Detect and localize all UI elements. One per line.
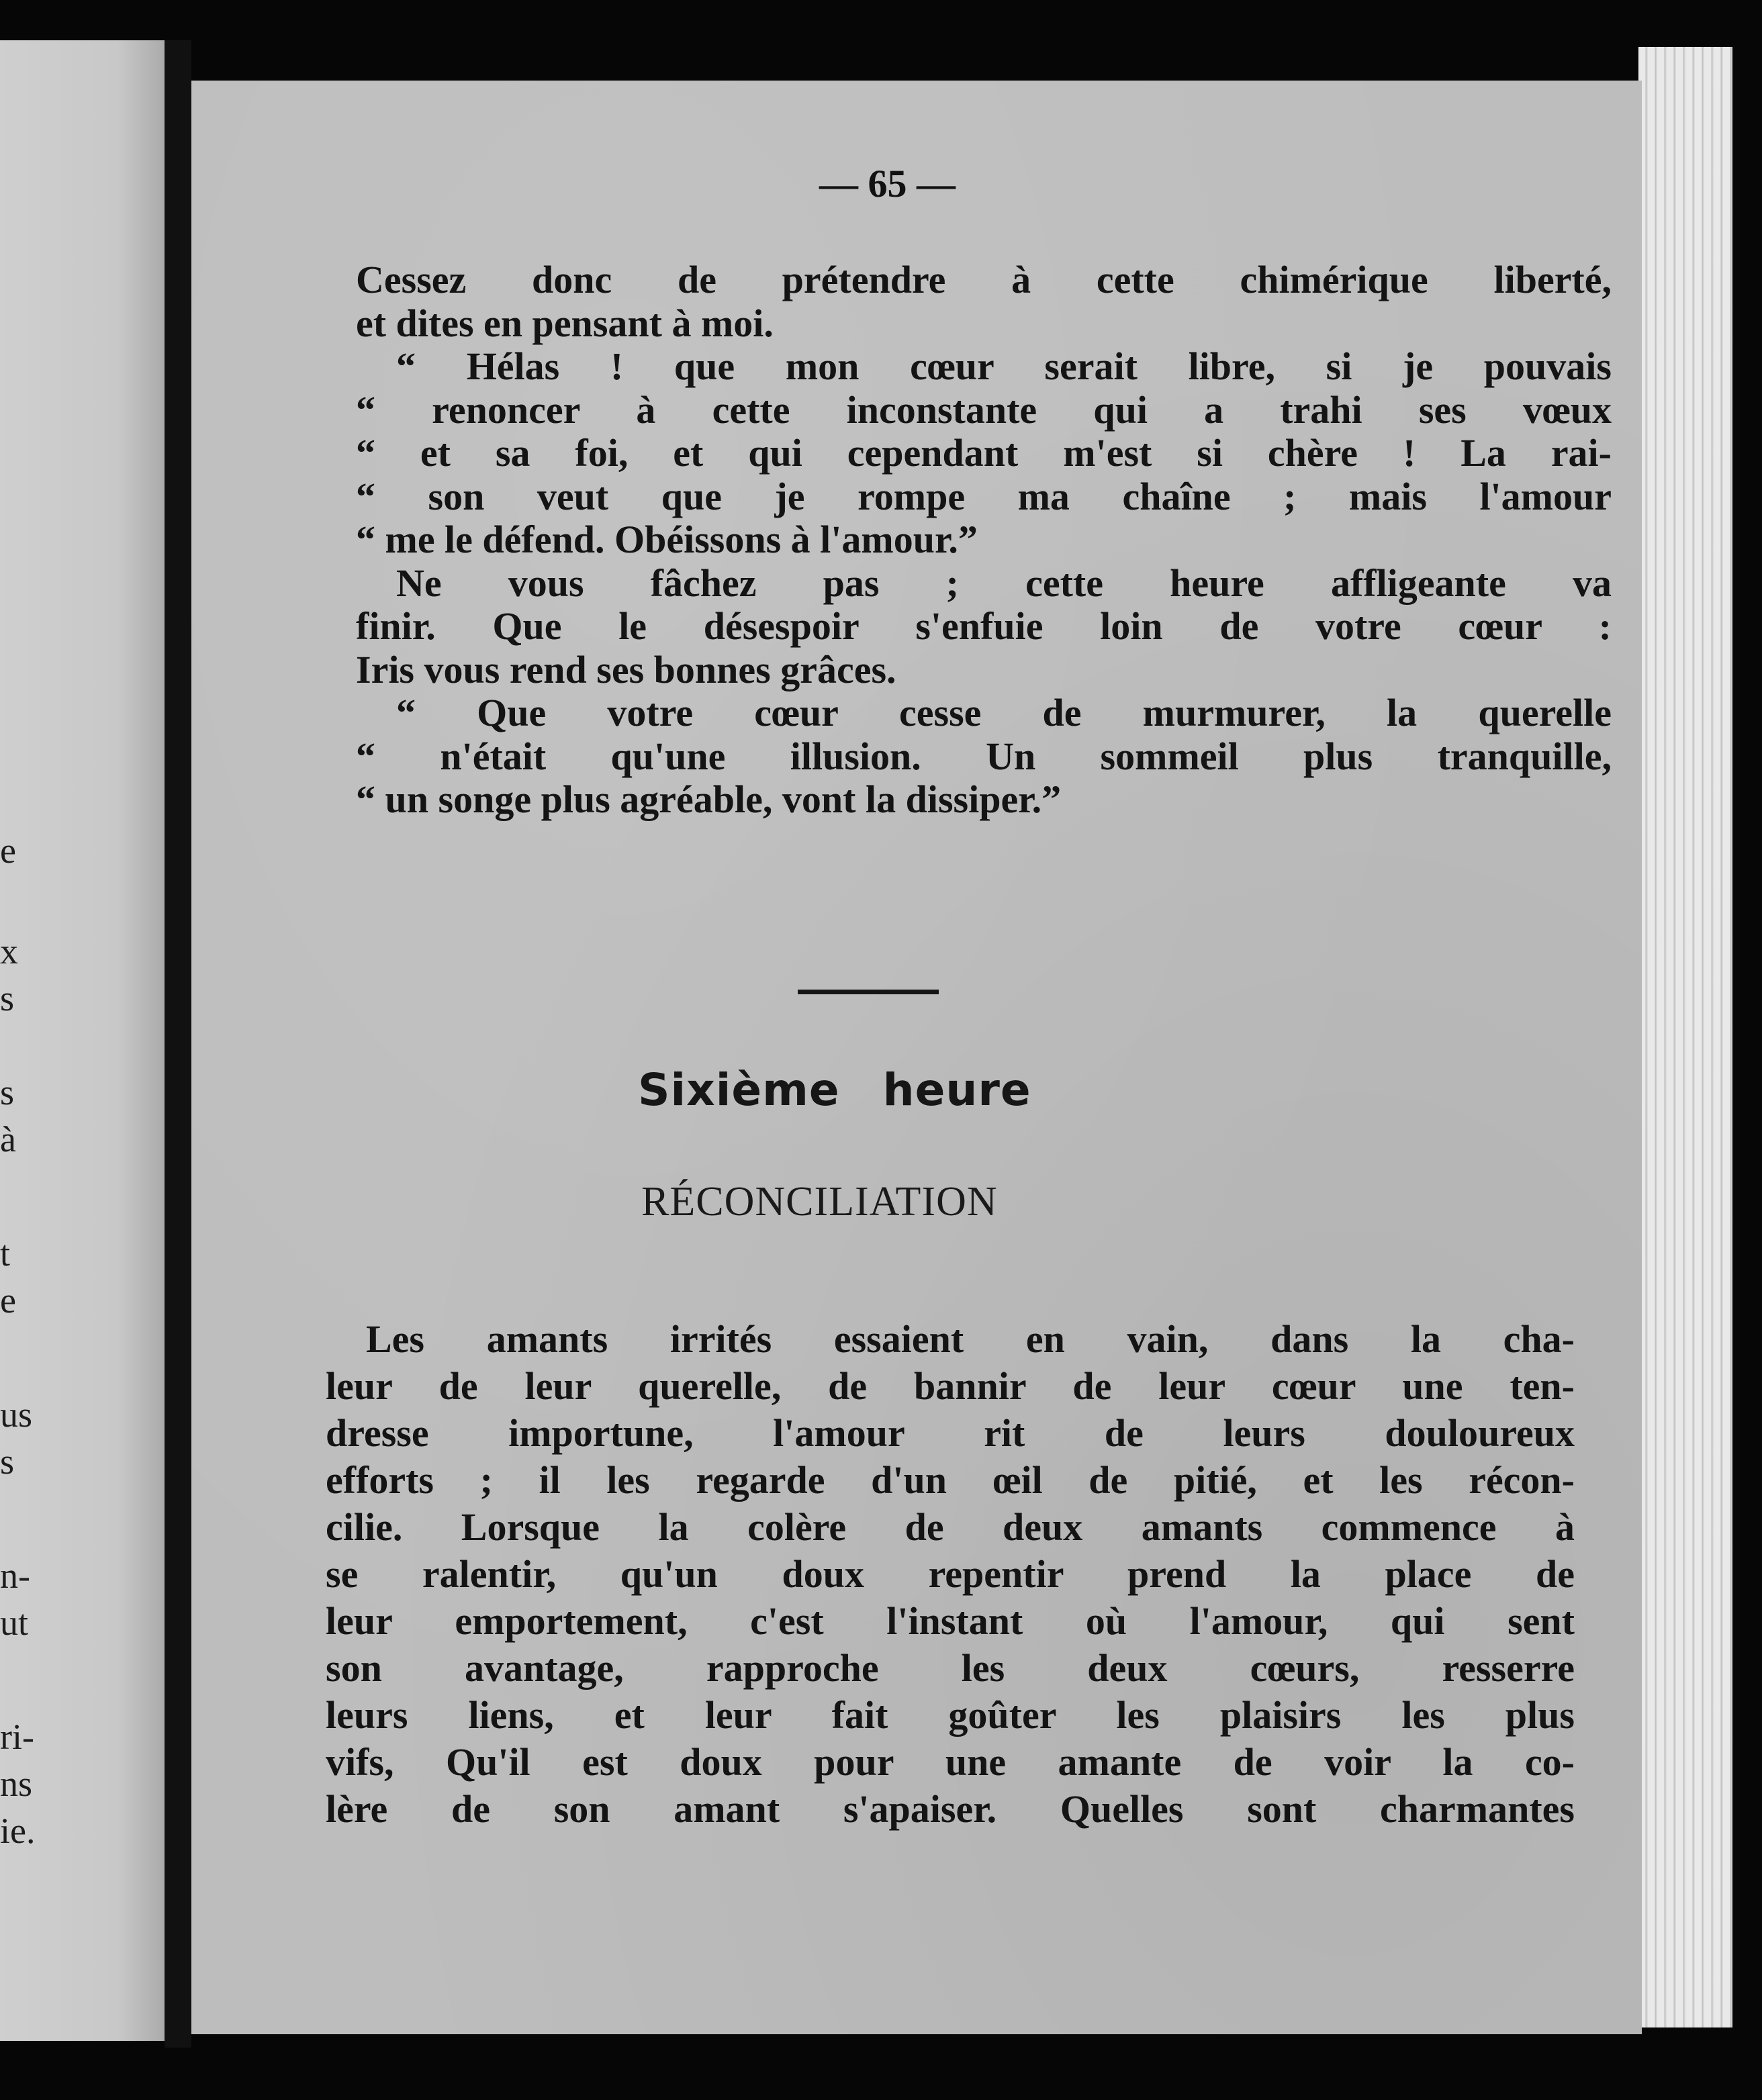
text-line: vifs, Qu'il est doux pour une amante de voir la co- <box>326 1740 1575 1784</box>
text-line: “ Hélas ! que mon cœur serait libre, si je pouvais <box>396 344 1612 388</box>
text-line: son avantage, rapproche les deux cœurs, resserre <box>326 1646 1575 1690</box>
edge-fragment: à <box>0 1119 16 1159</box>
text-block-2 <box>326 1316 1575 1833</box>
text-block-1 <box>356 258 1612 822</box>
text-line: leur emportement, c'est l'instant où l'amour, qui sent <box>326 1599 1575 1643</box>
text-line: efforts ; il les regarde d'un œil de pitié, et les récon- <box>326 1458 1575 1502</box>
previous-page-edge <box>0 40 168 2041</box>
text-line: cilie. Lorsque la colère de deux amants commence à <box>326 1505 1575 1549</box>
text-line: “ me le défend. Obéissons à l'amour.” <box>356 518 978 561</box>
text-line: “ et sa foi, et qui cependant m'est si chère ! La rai- <box>356 431 1612 475</box>
edge-fragment: ie. <box>0 1811 36 1851</box>
text-line: Cessez donc de prétendre à cette chimérique liberté, <box>356 258 1612 301</box>
text-line: “ n'était qu'une illusion. Un sommeil plus tranquille, <box>356 734 1612 778</box>
book-page <box>191 81 1642 2034</box>
page-number: — 65 — <box>819 162 956 205</box>
edge-fragment: us <box>0 1394 33 1435</box>
text-line: “ renoncer à cette inconstante qui a trahi ses vœux <box>356 387 1612 432</box>
text-line: Les amants irrités essaient en vain, dans la cha- <box>366 1317 1575 1361</box>
section-title: Sixième heure <box>638 1064 1031 1116</box>
edge-fragment: n- <box>0 1556 30 1596</box>
edge-fragment: e <box>0 830 16 871</box>
edge-fragment: e <box>0 1280 16 1321</box>
text-line: “ un songe plus agréable, vont la dissiper.” <box>356 777 1062 821</box>
text-line: se ralentir, qu'un doux repentir prend la place de <box>326 1552 1575 1596</box>
text-line: leur de leur querelle, de bannir de leur cœur une ten- <box>326 1364 1575 1408</box>
text-line: lère de son amant s'apaiser. Quelles sont charmantes <box>326 1787 1575 1831</box>
edge-fragment: ut <box>0 1603 29 1643</box>
book-gutter <box>165 40 191 2048</box>
text-line: “ Que votre cœur cesse de murmurer, la querelle <box>396 691 1612 734</box>
edge-fragment: t <box>0 1233 11 1274</box>
text-line: et dites en pensant à moi. <box>356 301 774 345</box>
edge-fragment: s <box>0 978 15 1018</box>
text-line: “ son veut que je rompe ma chaîne ; mais l'amour <box>356 474 1612 518</box>
edge-fragment: s <box>0 1072 15 1112</box>
text-line: dresse importune, l'amour rit de leurs douloureux <box>326 1411 1575 1455</box>
section-divider <box>798 990 939 994</box>
section-subtitle: RÉCONCILIATION <box>641 1179 998 1225</box>
edge-fragment: ns <box>0 1764 33 1804</box>
page-stack-edge <box>1638 47 1732 2027</box>
text-line: Iris vous rend ses bonnes grâces. <box>356 647 896 691</box>
text-line: finir. Que le désespoir s'enfuie loin de votre cœur : <box>356 604 1612 648</box>
edge-fragment: x <box>0 931 18 971</box>
edge-fragment: ri- <box>0 1717 34 1757</box>
text-line: Ne vous fâchez pas ; cette heure affligeante va <box>396 561 1612 605</box>
text-line: leurs liens, et leur fait goûter les plaisirs les plus <box>326 1693 1575 1737</box>
edge-fragment: s <box>0 1441 15 1482</box>
